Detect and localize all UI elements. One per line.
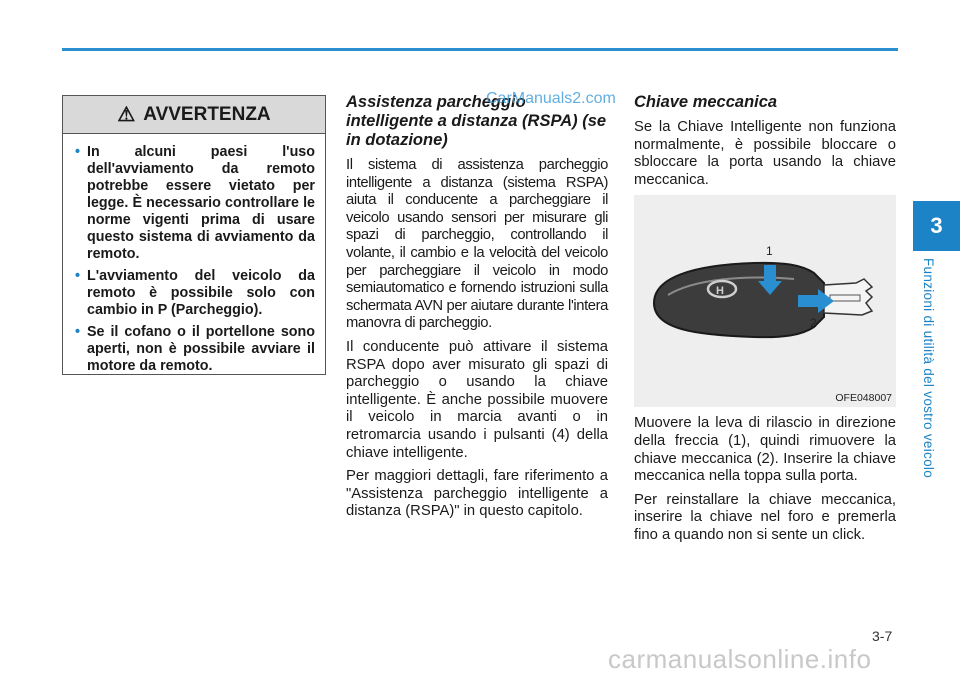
figure-label-1: 1 xyxy=(766,244,773,259)
rspa-paragraph: Il sistema di assistenza parcheggio intelligente a distanza (sistema RSPA) aiuta il conducente a parcheggiare il veicolo usando sensori per misurare gli spazi di parcheggio, controllando il volante, il cambio e la velocità del veicolo per parcheggiare il veicolo in modo semiautomatico e fornendo istruzioni sulla schermata AVN per aiutare durante l'intera manovra di parcheggio. xyxy=(346,157,608,332)
rspa-section xyxy=(346,93,608,527)
smart-key-figure xyxy=(634,195,896,407)
warning-box xyxy=(62,95,326,375)
mechanical-key-paragraph: Per reinstallare la chiave meccanica, inserire la chiave nel foro e premerla fino a quando non si sente un click. xyxy=(634,491,896,543)
warning-item: • In alcuni paesi l'uso dell'avviamento da remoto potrebbe essere vietato per legge. È necessario controllare le norme vigenti prima di usare questo sistema di avviamento da remoto. xyxy=(77,144,315,263)
rspa-heading: Assistenza parcheggio intelligente a distanza (RSPA) (se in dotazione) xyxy=(346,93,607,149)
watermark-top: CarManuals2.com xyxy=(486,90,616,107)
mechanical-key-paragraph: Muovere la leva di rilascio in direzione della freccia (1), quindi rimuovere la chiave meccanica (2). Inserire la chiave meccanica nella toppa sulla porta. xyxy=(634,415,896,485)
page-number: 3-7 xyxy=(872,628,893,644)
warning-list xyxy=(63,134,325,375)
figure-code: OFE048007 xyxy=(835,392,892,405)
svg-text:H: H xyxy=(716,285,724,298)
mechanical-key-heading: Chiave meccanica xyxy=(634,93,778,111)
top-rule xyxy=(62,48,898,51)
watermark-footer: carmanualsonline.info xyxy=(608,644,872,674)
chapter-caption: Funzioni di utilità del vostro veicolo xyxy=(921,258,936,479)
figure-label-2: 2 xyxy=(810,316,817,331)
warning-item: • Se il cofano o il portellone sono aperti, non è possibile avviare il motore da remoto. xyxy=(77,324,315,375)
warning-header xyxy=(63,96,325,134)
warning-title: AVVERTENZA xyxy=(143,103,271,125)
chapter-tab xyxy=(913,201,960,251)
warning-triangle-icon: ⚠ xyxy=(117,104,136,126)
smart-key-illustration-icon xyxy=(634,195,896,407)
mechanical-key-section xyxy=(634,93,896,551)
warning-item: • L'avviamento del veicolo da remoto è possibile solo con cambio in P (Parcheggio). xyxy=(77,268,315,319)
chapter-number: 3 xyxy=(930,213,943,238)
rspa-paragraph: Per maggiori dettagli, fare riferimento a "Assistenza parcheggio intelligente a distanza (RSPA)" in questo capitolo. xyxy=(346,468,608,520)
rspa-paragraph: Il conducente può attivare il sistema RSPA dopo aver misurato gli spazi di parcheggio o usando la chiave intelligente. È anche possibile muovere il veicolo in marcia avanti o in retromarcia usando i pulsanti (4) della chiave intelligente. xyxy=(346,338,608,461)
mechanical-key-intro: Se la Chiave Intelligente non funziona normalmente, è possibile bloccare o sbloccare la porta usando la chiave meccanica. xyxy=(634,119,896,188)
